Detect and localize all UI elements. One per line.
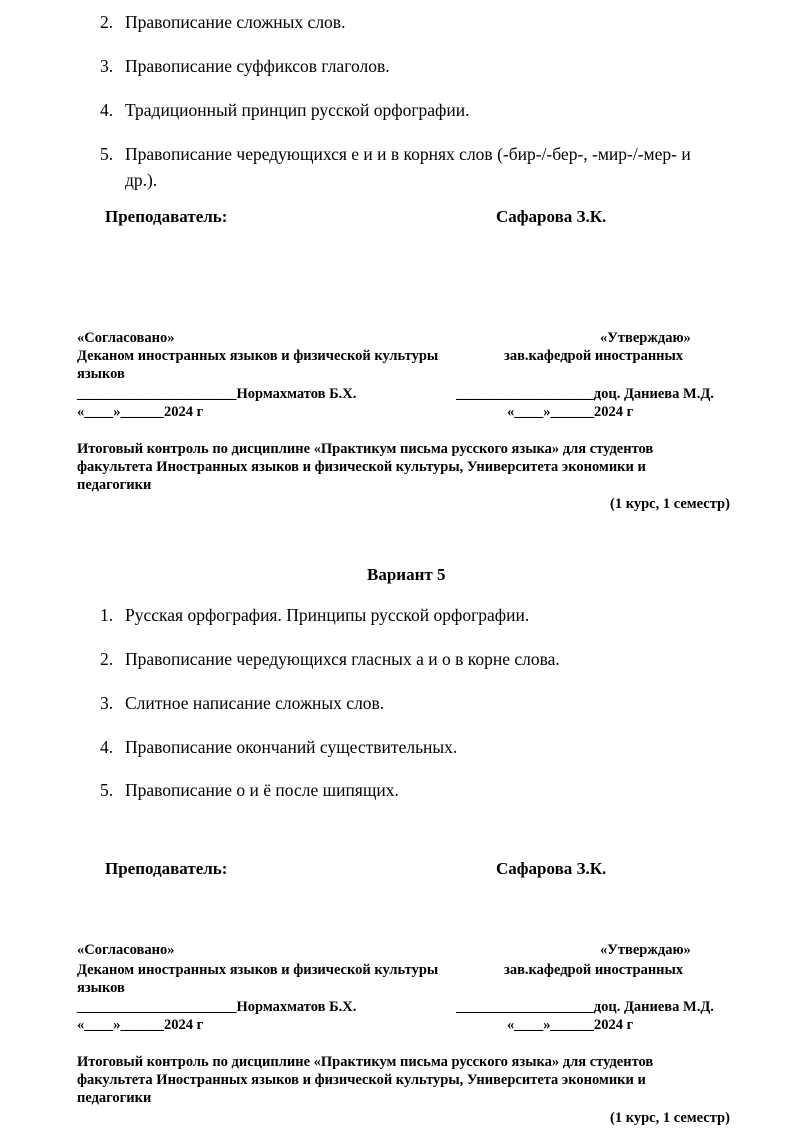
control-title-line2: факультета Иностранных языков и физической культуры, Университета экономики и xyxy=(77,1072,646,1088)
head-line: зав.кафедрой иностранных xyxy=(504,348,684,364)
approve-label: «Утверждаю» xyxy=(600,942,691,958)
head-line: зав.кафедрой иностранных xyxy=(504,962,684,978)
control-title-line3: педагогики xyxy=(77,1090,152,1106)
date-right: «____»______2024 г xyxy=(507,404,634,420)
agreed-label: «Согласовано» xyxy=(77,942,175,958)
date-left: «____»______2024 г xyxy=(77,404,204,420)
variant-title: Вариант 5 xyxy=(367,565,446,584)
teacher-label: Преподаватель: xyxy=(105,859,228,878)
languages-line: языков xyxy=(77,366,125,382)
agreed-label: «Согласовано» xyxy=(77,330,175,346)
dean-line: Деканом иностранных языков и физической культуры xyxy=(77,962,439,978)
head-signature-line: ___________________доц. Даниева М.Д. xyxy=(456,999,714,1015)
course-info: (1 курс, 1 семестр) xyxy=(610,1110,730,1126)
dean-signature-line: ______________________Нормахматов Б.Х. xyxy=(77,999,357,1015)
teacher-name: Сафарова З.К. xyxy=(496,859,607,878)
list-item-continuation: др.). xyxy=(125,170,158,190)
dean-line: Деканом иностранных языков и физической культуры xyxy=(77,348,439,364)
course-info: (1 курс, 1 семестр) xyxy=(610,496,730,512)
control-title-line1: Итоговый контроль по дисциплине «Практикум письма русского языка» для студентов xyxy=(77,1054,654,1070)
control-title-line3: педагогики xyxy=(77,477,152,493)
teacher-name: Сафарова З.К. xyxy=(496,207,607,226)
date-right: «____»______2024 г xyxy=(507,1017,634,1033)
control-title-line1: Итоговый контроль по дисциплине «Практикум письма русского языка» для студентов xyxy=(77,441,654,457)
head-signature-line: ___________________доц. Даниева М.Д. xyxy=(456,386,714,402)
languages-line: языков xyxy=(77,980,125,996)
date-left: «____»______2024 г xyxy=(77,1017,204,1033)
dean-signature-line: ______________________Нормахматов Б.Х. xyxy=(77,386,357,402)
control-title-line2: факультета Иностранных языков и физической культуры, Университета экономики и xyxy=(77,459,646,475)
teacher-label: Преподаватель: xyxy=(105,207,228,226)
approve-label: «Утверждаю» xyxy=(600,330,691,346)
